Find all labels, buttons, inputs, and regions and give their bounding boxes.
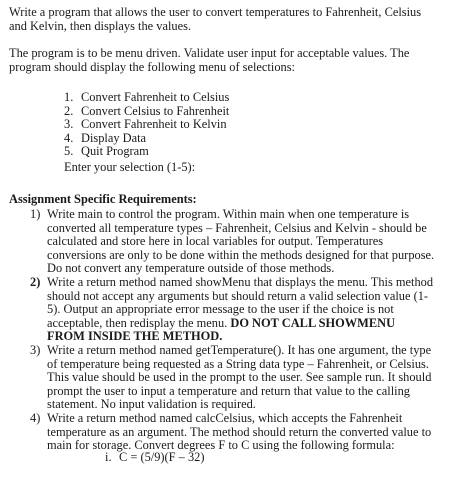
formula-text: C = (5/9)(F – 32) [119, 450, 205, 464]
conversion-formula [105, 451, 204, 465]
menu-intro-line: program should display the following menu of selections: [9, 59, 295, 74]
menu-item-label: Quit Program [81, 144, 149, 159]
requirement-line: statement. No input validation is required. [47, 397, 256, 412]
requirement-line: main for storage. Convert degrees F to C using the following formula: [47, 438, 395, 453]
requirement-body [47, 412, 471, 453]
menu-item-label: Convert Fahrenheit to Kelvin [81, 117, 227, 132]
requirement-body [47, 276, 471, 344]
menu-item [64, 105, 229, 119]
requirements-heading: Assignment Specific Requirements: [9, 192, 197, 206]
intro-line: and Kelvin, then displays the values. [9, 18, 192, 33]
requirement-emphasis: DO NOT CALL SHOWMENU [230, 315, 396, 330]
menu-list [64, 91, 229, 159]
requirement-line: of temperature being requested as a String data type – Fahrenheit, or Celsius. [47, 356, 429, 371]
menu-item-label: Display Data [81, 130, 147, 145]
menu-item-number: 4. [64, 130, 74, 145]
requirement-line: Write main to control the program. Within main when one temperature is [47, 207, 410, 221]
menu-item-number: 3. [64, 117, 74, 132]
requirement-body [47, 208, 471, 276]
menu-prompt: Enter your selection (1-5): [64, 160, 196, 174]
intro-line: Write a program that allows the user to convert temperatures to Fahrenheit, Celsius [9, 5, 422, 19]
menu-item-number: 1. [64, 90, 74, 104]
requirement-emphasis-line: FROM INSIDE THE METHOD. [47, 329, 223, 344]
menu-item-number: 5. [64, 144, 74, 159]
intro-paragraph [9, 6, 469, 33]
requirement-line: Write a return method named calcCelsius, which accepts the Fahrenheit [47, 411, 403, 425]
requirement-line: prompt the user to input a temperature and return that value to the calling [47, 383, 410, 398]
menu-item-label: Convert Fahrenheit to Celsius [81, 90, 230, 104]
requirement-line: Write a return method named showMenu that displays the menu. This method [47, 275, 434, 289]
menu-item-number: 2. [64, 103, 74, 118]
requirement-line: temperature as an argument. The method should return the converted value to [47, 424, 432, 439]
menu-intro-line: The program is to be menu driven. Validate user input for acceptable values. The [9, 46, 410, 60]
menu-item [64, 91, 229, 105]
requirement-line: conversions are only to be done within the methods designed for that purpose. [47, 247, 435, 262]
requirement-line: Do not convert any temperature outside of those methods. [47, 261, 335, 276]
menu-item [64, 132, 229, 146]
requirement-line: This value should be used in the prompt to the user. See sample run. It should [47, 370, 432, 385]
requirement-number: 2) [30, 275, 41, 289]
requirement-line: Write a return method named getTemperature(). It has one argument, the type [47, 343, 432, 357]
requirement-line: should not accept any arguments but should return a valid selection value (1- [47, 288, 429, 303]
requirement-body [47, 344, 471, 412]
menu-intro-paragraph [9, 47, 469, 74]
menu-item [64, 145, 229, 159]
menu-item [64, 118, 229, 132]
requirement-line [47, 317, 471, 331]
requirement-text: acceptable, then redisplay the menu. [47, 315, 231, 330]
requirement-line: 5). Output an appropriate error message to the user if the choice is not [47, 302, 394, 317]
requirement-number: 4) [30, 411, 41, 425]
menu-item-label: Convert Celsius to Fahrenheit [81, 103, 230, 118]
requirement-line: converted all temperature types – Fahrenheit, Celsius and Kelvin - should be [47, 220, 427, 235]
requirement-line: calculated and store here in local variables for output. Temperatures [47, 234, 384, 249]
formula-number: i. [105, 450, 112, 464]
requirement-number: 3) [30, 343, 41, 357]
requirement-number: 1) [30, 207, 41, 221]
